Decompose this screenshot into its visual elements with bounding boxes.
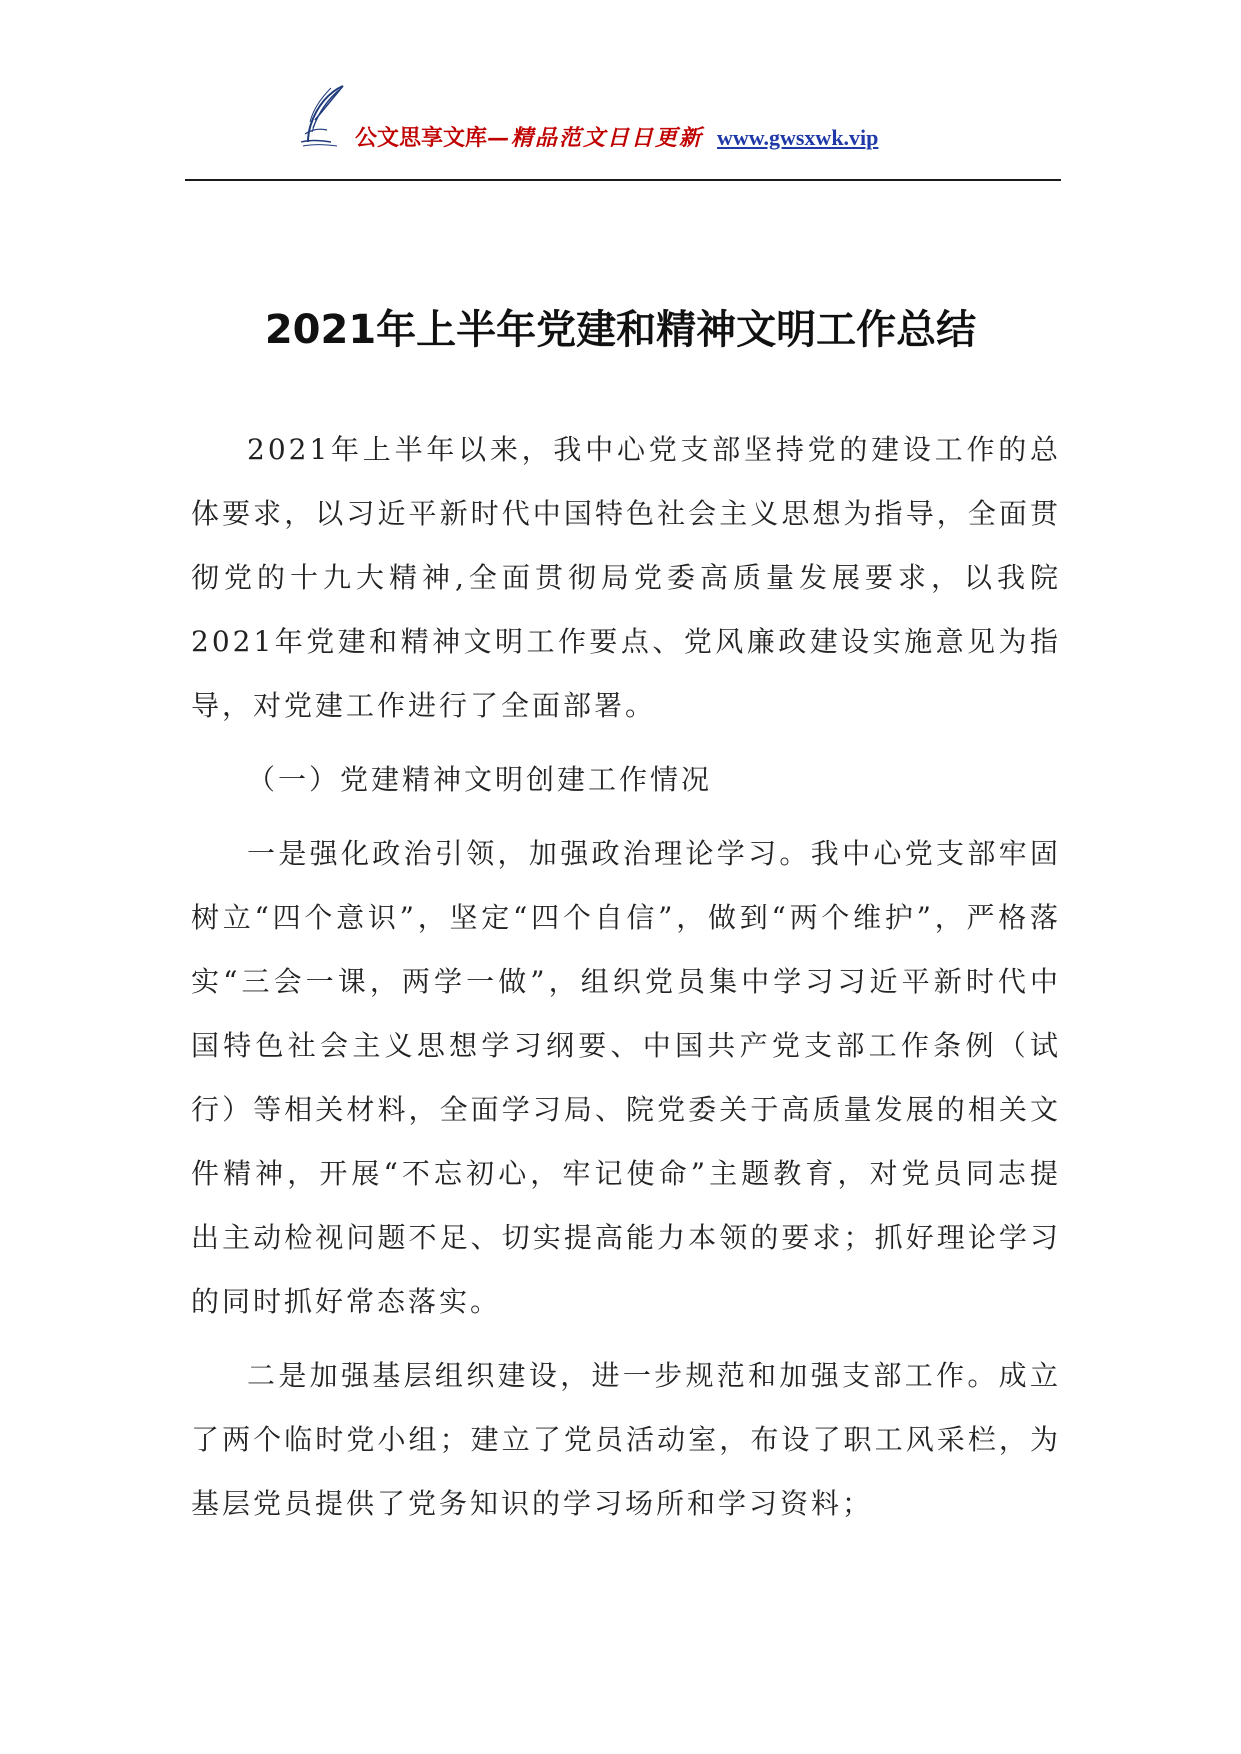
page-header	[185, 80, 1061, 180]
intro-paragraph: 2021年上半年以来，我中心党支部坚持党的建设工作的总体要求，以习近平新时代中国特色社会主义思想为指导，全面贯彻党的十九大精神,全面贯彻局党委高质量发展要求，以我院2021年党建和精神文明工作要点、党风廉政建设实施意见为指导，对党建工作进行了全面部署。	[191, 433, 1061, 722]
body-paragraph: 一是强化政治引领，加强政治理论学习。我中心党支部牢固树立“四个意识”，坚定“四个自信”，做到“两个维护”，严格落实“三会一课，两学一做”，组织党员集中学习习近平新时代中国特色社会主义思想学习纲要、中国共产党支部工作条例（试行）等相关材料，全面学习局、院党委关于高质量发展的相关文件精神，开展“不忘初心，牢记使命”主题教育，对党员同志提出主动检视问题不足、切实提高能力本领的要求；抓好理论学习的同时抓好常态落实。	[191, 837, 1061, 1318]
document-body	[191, 418, 1061, 1536]
header-divider	[185, 179, 1061, 181]
section-heading: （一）党建精神文明创建工作情况	[247, 763, 713, 796]
header-banner	[355, 124, 878, 153]
brand-name: 公文思享文库	[355, 125, 488, 151]
document-title: 2021年上半年党建和精神文明工作总结	[264, 307, 977, 353]
quill-pen-logo-icon	[293, 84, 349, 148]
body-paragraph: 二是加强基层组织建设，进一步规范和加强支部工作。成立了两个临时党小组；建立了党员活动室，布设了职工风采栏，为基层党员提供了党务知识的学习场所和学习资料；	[191, 1359, 1061, 1520]
tagline: —精品范文日日更新	[487, 125, 704, 151]
site-url-link[interactable]: www.gwsxwk.vip	[717, 125, 879, 150]
